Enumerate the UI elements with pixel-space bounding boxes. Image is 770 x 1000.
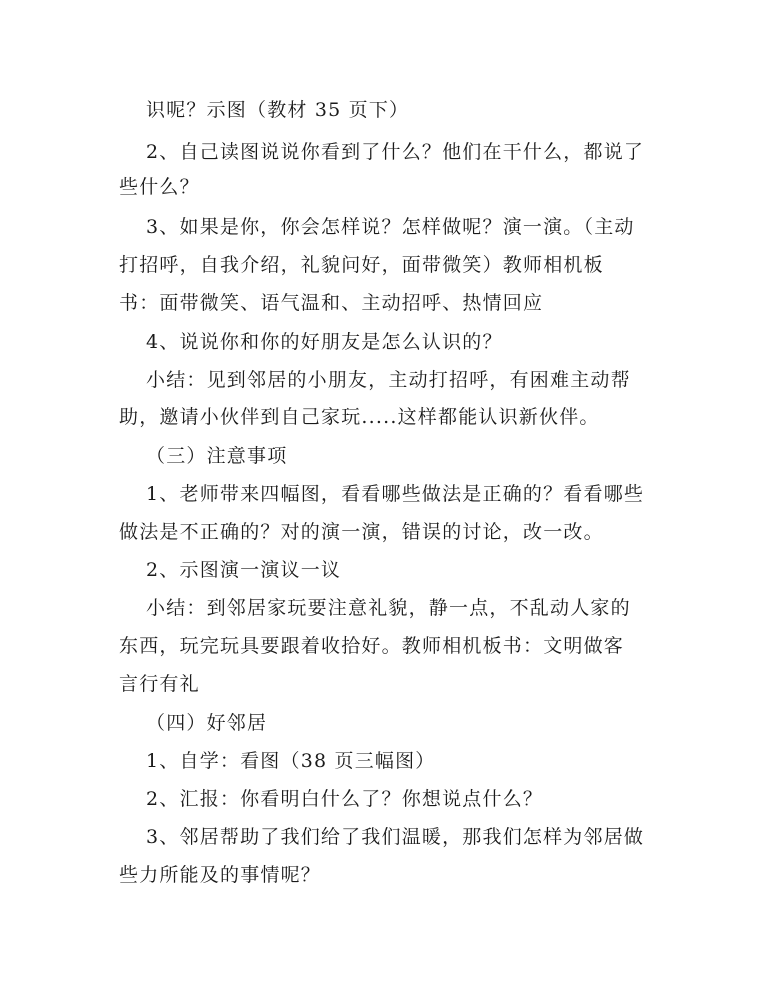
section-heading: （三）注意事项: [146, 445, 288, 467]
text-line: 2、自己读图说说你看到了什么？他们在干什么，都说了: [146, 141, 645, 163]
text-line: 做法是不正确的？对的演一演，错误的讨论，改一改。: [119, 521, 604, 543]
section-heading: （四）好邻居: [146, 712, 268, 734]
text-line: 言行有礼: [119, 673, 200, 695]
text-line: 些力所能及的事情呢？: [119, 864, 322, 886]
text-line: 识呢？示图（教材 35 页下）: [146, 99, 410, 121]
text-line: 小结：见到邻居的小朋友，主动打招呼，有困难主动帮: [146, 369, 631, 391]
text-line: 小结：到邻居家玩要注意礼貌，静一点，不乱动人家的: [146, 597, 631, 619]
text-line: 4、说说你和你的好朋友是怎么认识的？: [146, 331, 503, 353]
text-line: 助，邀请小伙伴到自己家玩.....这样都能认识新伙伴。: [119, 406, 600, 428]
text-line: 2、汇报：你看明白什么了？你想说点什么？: [146, 788, 544, 810]
text-line: 东西，玩完玩具要跟着收拾好。教师相机板书：文明做客: [119, 635, 625, 657]
text-line: 书：面带微笑、语气温和、主动招呼、热情回应: [119, 292, 544, 314]
text-line: 1、老师带来四幅图，看看哪些做法是正确的？看看哪些: [146, 483, 645, 505]
text-line: 3、如果是你，你会怎样说？怎样做呢？演一演。（主动: [146, 216, 635, 238]
text-line: 3、邻居帮助了我们给了我们温暖，那我们怎样为邻居做: [146, 826, 645, 848]
text-line: 些什么？: [119, 176, 200, 198]
text-line: 2、示图演一演议一议: [146, 559, 342, 581]
text-line: 打招呼，自我介绍，礼貌问好，面带微笑）教师相机板: [119, 254, 604, 276]
text-line: 1、自学：看图（38 页三幅图）: [146, 750, 436, 772]
